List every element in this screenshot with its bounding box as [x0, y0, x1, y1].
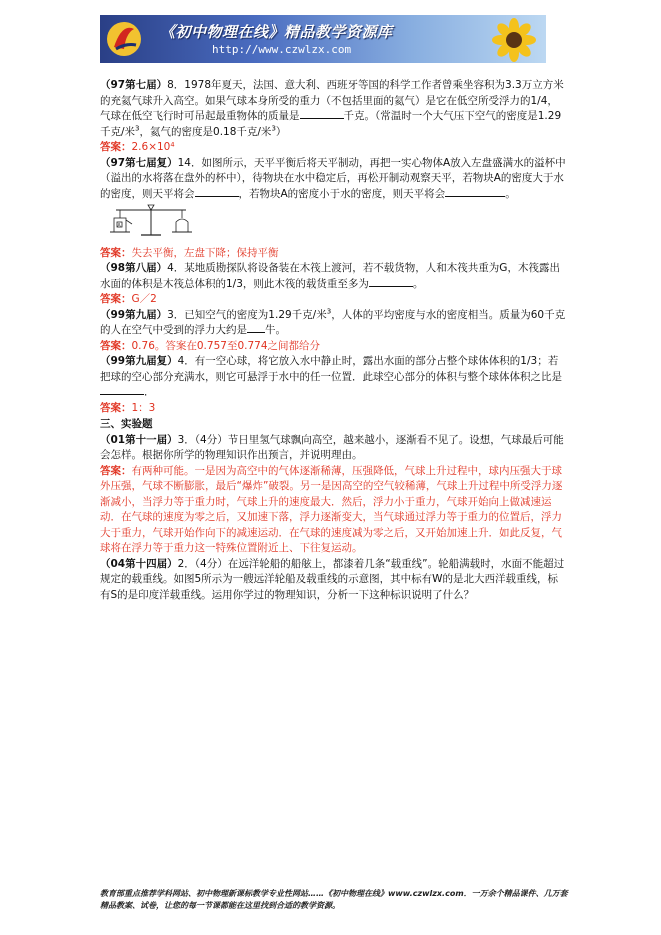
answer-blank	[247, 323, 265, 333]
answer-label: 答案：	[100, 339, 132, 352]
question-text-cont: 。	[412, 277, 424, 290]
answer-line	[100, 401, 566, 417]
banner-url[interactable]: http://www.czwlzx.com	[212, 43, 352, 56]
question-tag: （98第八届）	[100, 262, 168, 274]
answer-text: 有两种可能。一是因为高空中的气体逐渐稀薄，压强降低，气球上升过程中，球内压强大于球外压强，气球不断膨胀，最后“爆炸”破裂。另一是因高空的空气较稀薄，气球上升过程中所受浮力逐渐减小，当浮力等于重力时，气球上升的速度最大．然后，浮力小于重力，气球开始向上做减速运动．在气球的速度为零之后，又加速下落，浮力逐渐变大，当气球通过浮力等于重力的位置后，浮力大于重力，气球开始作向下的减速运动．在气球的速度减为零之后，又开始加速上升．如此反复，气球将在浮力等于重力这一特殊位置附近上、下往复运动。	[100, 464, 563, 554]
question-text: 3．已知空气的密度为1.29千克/米	[167, 308, 327, 321]
question-tag: （97第七届复）	[100, 156, 178, 169]
answer-line	[100, 339, 566, 355]
question-tag: （99第九届）	[100, 308, 168, 321]
question-text: 2．（4分）在远洋轮船的船舷上，都漆着几条“载重线”。轮船满载时，水面不能超过规定的载重线。如图5所示为一艘远洋轮船及载重线的示意图，其中标有W的是北大西洋载重线，标有S的是印度洋载重线。运用你学过的物理知识，分析一下这种标识说明了什么？	[100, 557, 565, 601]
site-banner	[100, 15, 546, 63]
question-tag: （99第九届复）	[100, 355, 178, 367]
question-text-cont: ）	[275, 125, 287, 138]
answer-text: G／2	[131, 293, 157, 305]
question-99-9	[100, 308, 566, 339]
answer-blank	[100, 385, 144, 395]
answer-label: 答案：	[100, 141, 132, 153]
question-tag: （97第七届）	[100, 79, 168, 91]
question-text: 4．有一空心球，将它放入水中静止时，露出水面的部分占整个球体体积的1/3；若把球的空心部分充满水，则它可悬浮于水中的任一位置．此球空心部分的体积与整个球体体积之比是	[100, 355, 562, 383]
answer-blank	[369, 277, 413, 287]
question-tag: （01第十一届）	[100, 433, 178, 446]
answer-text: 2.6×10⁴	[131, 141, 175, 153]
question-text-cont: ，人体的平均密度与水的密度相当。质量为60千克的人在空气中受到的浮力大约是	[100, 308, 566, 336]
answer-line	[100, 246, 566, 262]
answer-blank	[195, 187, 239, 197]
question-tag: （04第十四届）	[100, 557, 178, 570]
question-text-cont: 牛。	[265, 324, 286, 336]
site-logo-icon	[104, 19, 144, 59]
question-04-14	[100, 557, 566, 604]
document-body	[100, 78, 566, 603]
question-01-11	[100, 433, 566, 464]
superscript: 3	[135, 124, 140, 132]
answer-line	[100, 292, 566, 308]
answer-label: 答案：	[100, 464, 132, 477]
question-text-cont: 千克。（常温时一个大气压下空气的密度是1.29千克/米	[100, 110, 562, 138]
answer-label: 答案：	[100, 246, 132, 259]
sunflower-icon	[484, 17, 540, 63]
page-footer: 教育部重点推荐学科网站、初中物理新课标教学专业性网站……《初中物理在线》www.czwlzx.com．一万余个精品课件、几万套精品教案、试卷，让您的每一节课都能在这里找到合适的教学资源。	[100, 889, 568, 910]
banner-title: 《初中物理在线》精品教学资源库	[160, 23, 393, 41]
answer-text: 0.76。答案在0.757至0.774之间都给分	[131, 339, 320, 352]
question-text: 4．某地质勘探队将设备装在木筏上渡河，若不载货物，人和木筏共重为G，木筏露出水面的体积是木筏总体积的1/3，则此木筏的载货重至多为	[100, 262, 560, 290]
superscript: 3	[271, 124, 276, 132]
question-97-7	[100, 78, 566, 140]
question-98-8	[100, 261, 566, 292]
answer-label: 答案：	[100, 401, 132, 414]
answer-line	[100, 140, 566, 156]
figure-label-a: A	[117, 223, 121, 229]
answer-text: 失去平衡，左盘下降；保持平衡	[131, 246, 279, 259]
question-97-7-fu	[100, 156, 566, 203]
answer-line	[100, 464, 566, 557]
question-99-9-fu	[100, 354, 566, 401]
section-heading: 三、实验题	[100, 418, 153, 430]
superscript: 3	[326, 307, 332, 315]
question-text-cont: ，若物块A的密度小于水的密度，则天平将会	[238, 187, 446, 200]
question-text-cont: 。	[505, 187, 516, 200]
question-text: 3．（4分）节日里氢气球飘向高空，越来越小，逐渐看不见了。设想，气球最后可能会怎样。根据你所学的物理知识作出预言，并说明理由。	[100, 433, 564, 461]
answer-text: 1：3	[131, 401, 156, 414]
question-text: 8．1978年夏天，法国、意大利、西班牙等国的科学工作者曾乘坐容积为3.3万立方米的充氦气球升入高空。如果气球本身所受的重力（不包括里面的氦气）是它在低空所受浮力的1/4，气球在低空飞行时可吊起最重物体的质量是	[100, 79, 564, 122]
balance-figure	[106, 204, 196, 238]
answer-label: 答案：	[100, 293, 132, 305]
question-text: 14．如图所示，天平平衡后将天平制动，再把一实心物体A放入左盘盛满水的溢杯中（溢出的水将落在盘外的杯中），待物块在水中稳定后，再松开制动观察天平，若物块A的密度大于水的密度，则天平将会	[100, 156, 566, 200]
question-text-cont: ，氦气的密度是0.18千克/米	[139, 125, 272, 138]
answer-blank	[300, 109, 344, 119]
answer-blank	[445, 187, 505, 197]
question-text-cont: ．	[144, 386, 155, 398]
